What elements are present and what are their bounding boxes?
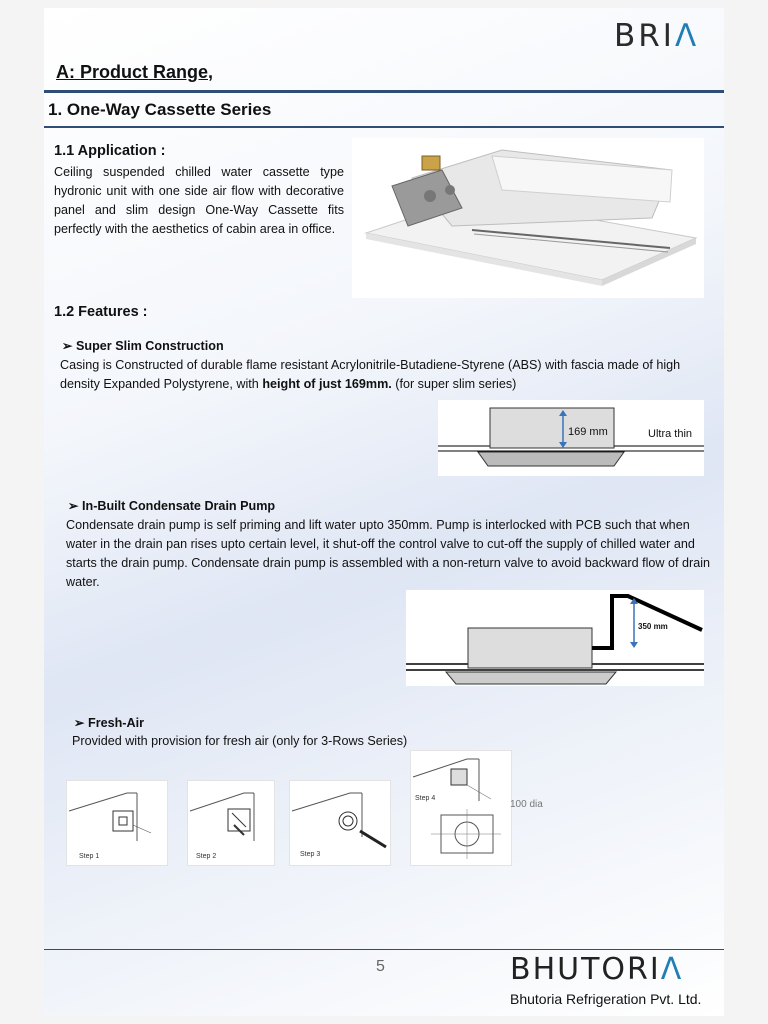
- cassette-illustration: [352, 138, 704, 298]
- feature-drain-pump-label: In-Built Condensate Drain Pump: [82, 499, 276, 513]
- series-title: 1. One-Way Cassette Series: [48, 100, 272, 119]
- step-3-caption: Step 3: [300, 851, 321, 858]
- arrow-bullet-icon: ➢: [74, 716, 85, 730]
- feature-super-slim-text: Casing is Constructed of durable flame resistant Acrylonitrile-Butadiene-Styrene (ABS) with fascia made of high density Expanded Polystyrene, with height of just 169mm. (for super slim series): [60, 358, 681, 391]
- bhutoria-logo: [510, 952, 683, 987]
- arrow-bullet-icon: ➢: [62, 339, 73, 353]
- feature-super-slim-label: Super Slim Construction: [76, 339, 224, 353]
- arrow-bullet-icon: ➢: [68, 499, 79, 513]
- step-2-caption: Step 2: [196, 853, 217, 860]
- fresh-air-step-2: [187, 780, 275, 866]
- fresh-air-step-3: [289, 780, 391, 866]
- feature-drain-pump-text: Condensate drain pump is self priming and lift water upto 350mm. Pump is interlocked with PCB such that when water in the drain pan rises upto certain level, it shut-off the control valve to cut-off the supply of chilled water and starts the drain pump. Condensate drain pump is assembled with a non-return valve to avoid backward flow of drain water.: [66, 518, 711, 589]
- drain-pump-diagram: [406, 590, 704, 686]
- ultra-thin-label: Ultra thin: [648, 428, 693, 440]
- slim-height-value: 169 mm: [568, 426, 608, 438]
- series-divider: [44, 126, 724, 128]
- cassette-image: [352, 138, 704, 298]
- bhutoria-logo-mark: Λ: [660, 952, 684, 987]
- company-name: Bhutoria Refrigeration Pvt. Ltd.: [510, 991, 702, 1007]
- features-heading: 1.2 Features :: [54, 304, 148, 320]
- feature-fresh-air-label: Fresh-Air: [88, 716, 144, 730]
- drain-pump-illustration: [406, 590, 704, 686]
- application-heading: 1.1 Application :: [54, 143, 166, 159]
- step-4-illustration: [411, 751, 511, 865]
- application-text: Ceiling suspended chilled water cassette type hydronic unit with one side air flow with decorative panel and slim design One-Way Cassette fits perfectly with the aesthetics of cabin area in office.: [54, 165, 344, 236]
- step-1-caption: Step 1: [79, 853, 100, 860]
- document-page: [44, 8, 724, 1016]
- bhutoria-logo-text: BHUTORI: [510, 952, 661, 987]
- fresh-air-step-1: [66, 780, 168, 866]
- page-number: 5: [376, 958, 385, 975]
- pump-height-value: 350 mm: [638, 622, 668, 631]
- bria-logo-mark: Λ: [674, 18, 700, 54]
- section-title: A: Product Range,: [56, 62, 214, 82]
- footer-divider: [44, 949, 724, 950]
- slim-height-diagram: [438, 400, 704, 476]
- feature-fresh-air-text: Provided with provision for fresh air (only for 3-Rows Series): [72, 734, 408, 748]
- feature-super-slim-title: [62, 338, 224, 353]
- bria-logo: [614, 18, 699, 54]
- feature-drain-pump-title: [68, 498, 275, 513]
- step-4-caption: Step 4: [415, 795, 436, 802]
- feature-fresh-air-title: [74, 715, 144, 730]
- fresh-air-step-4: [410, 750, 512, 866]
- header-divider: [44, 90, 724, 93]
- fresh-air-diameter-label: 100 dia: [510, 799, 543, 810]
- bria-logo-text: BRI: [614, 18, 675, 54]
